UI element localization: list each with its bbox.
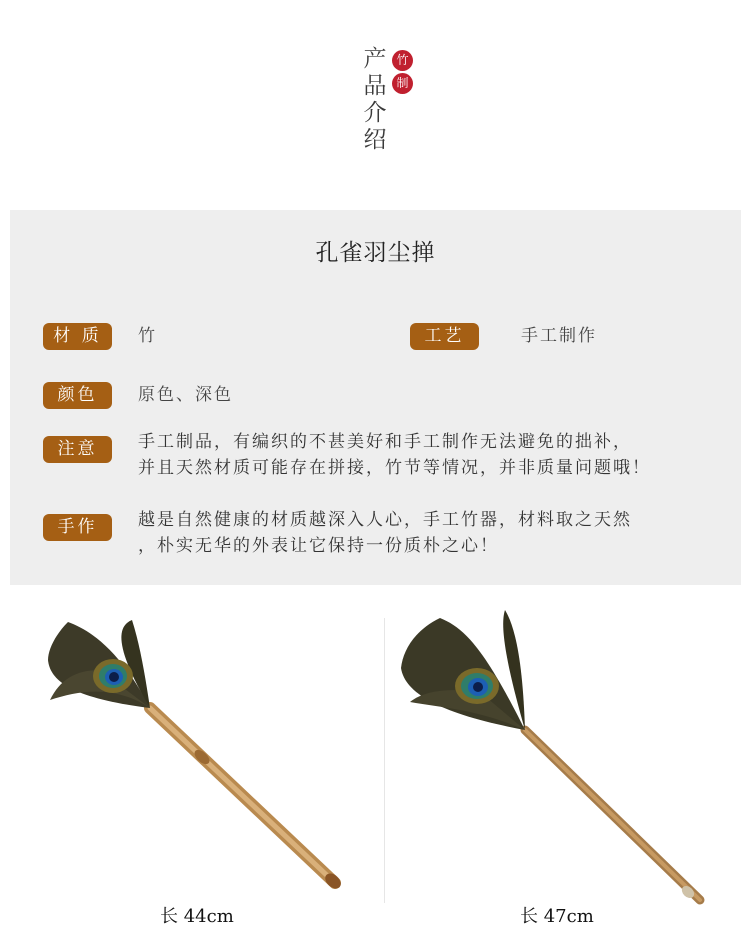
duster-44cm-photo [0,590,380,942]
section-header [0,0,750,210]
length-caption-44cm: 长 44cm [160,906,234,927]
seal-badge: 竹 [392,50,413,71]
material-label: 材 质 [43,323,112,350]
duster-47cm-photo [385,590,745,942]
handmade-line: 越是自然健康的材质越深入人心，手工竹器，材料取之天然 [138,510,632,530]
notice-label: 注意 [43,436,112,463]
craft-label: 工艺 [410,323,479,350]
material-value: 竹 [138,326,157,346]
title-char: 绍 [363,127,387,153]
section-title [362,46,388,154]
handmade-text [138,507,632,559]
title-char: 产 [363,46,387,72]
product-photos [0,590,750,942]
product-name: 孔雀羽尘掸 [315,240,436,266]
length-caption-47cm: 长 47cm [520,906,594,927]
handmade-line: ，朴实无华的外表让它保持一份质朴之心！ [138,536,499,556]
notice-line: 手工制品，有编织的不甚美好和手工制作无法避免的拙补， [138,432,632,452]
seal-badge: 制 [392,73,413,94]
title-char: 介 [363,100,387,126]
notice-text [138,429,651,481]
notice-line: 并且天然材质可能存在拼接，竹节等情况，并非质量问题哦！ [138,458,651,478]
color-value: 原色、深色 [138,385,233,405]
product-info-panel [10,210,741,585]
craft-value: 手工制作 [521,326,597,346]
handmade-label: 手作 [43,514,112,541]
color-label: 颜色 [43,382,112,409]
title-char: 品 [363,73,387,99]
